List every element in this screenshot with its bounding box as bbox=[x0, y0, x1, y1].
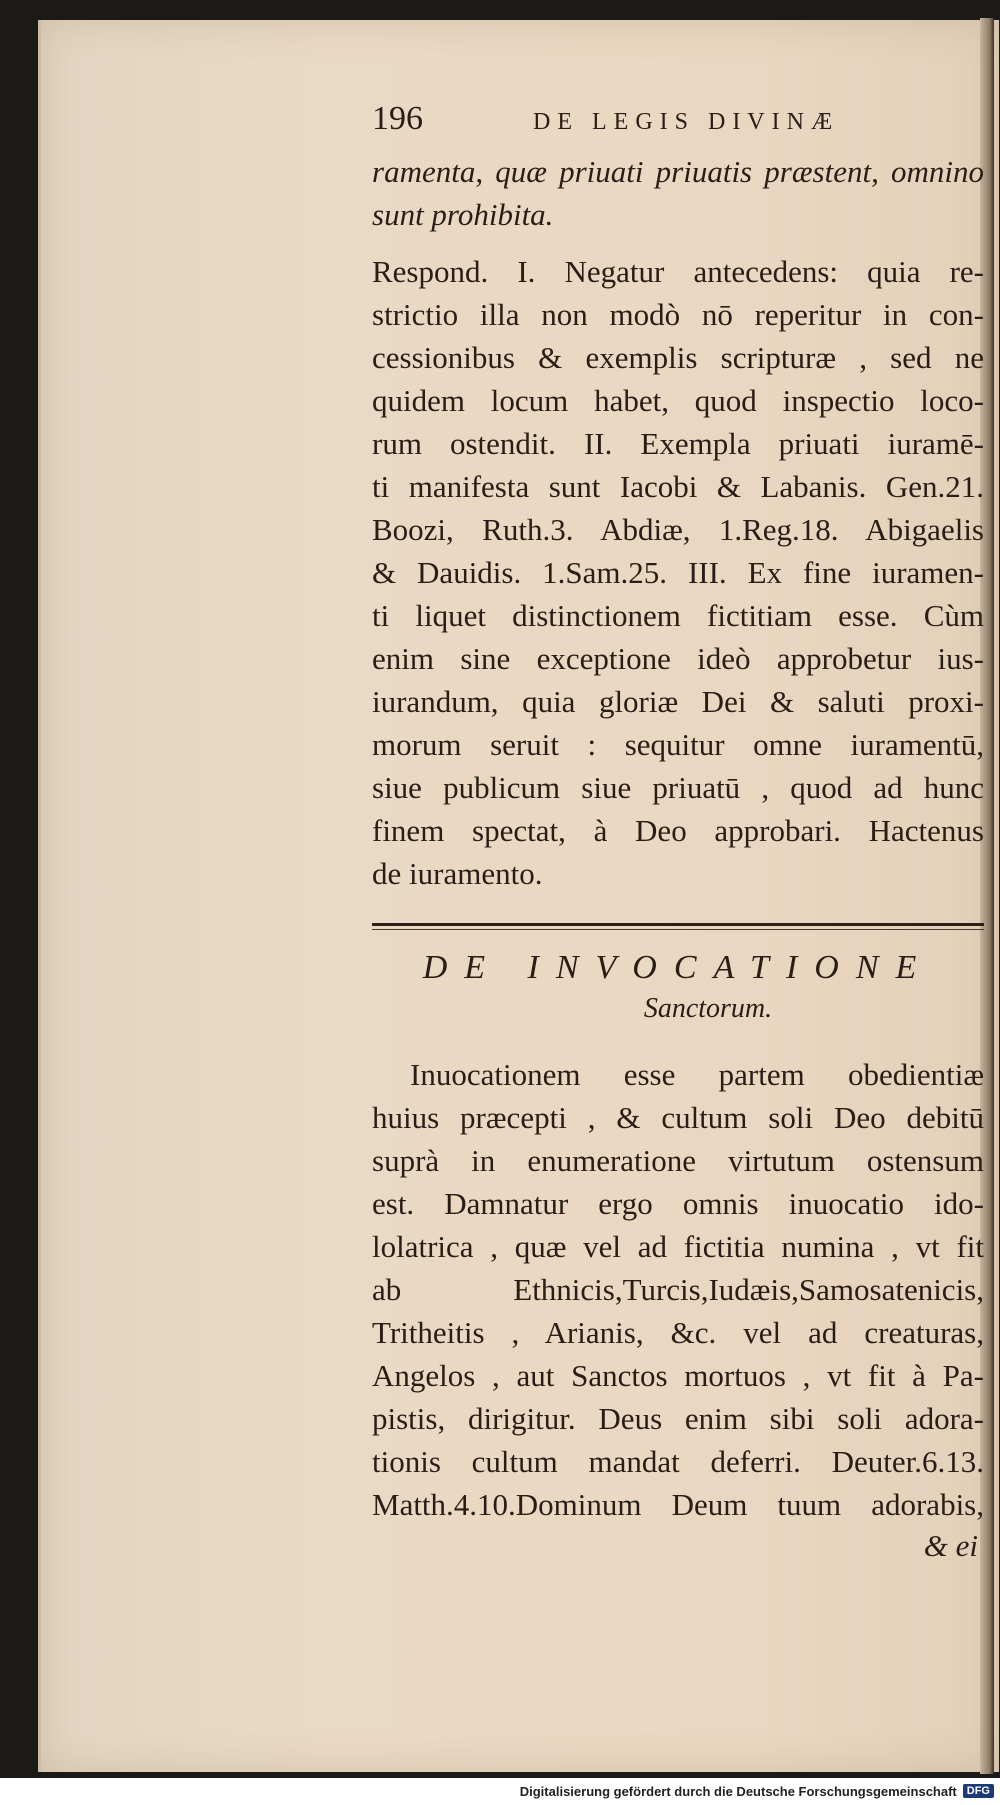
text-line: ti manifesta sunt Iacobi & Labanis. Gen.21. bbox=[372, 469, 984, 504]
text-line: suprà in enumeratione virtutum ostensum bbox=[372, 1143, 984, 1178]
section-title: DE INVOCATIONE bbox=[422, 949, 934, 986]
text-line: tionis cultum mandat deferri. Deuter.6.13. bbox=[372, 1444, 984, 1479]
section-subtitle: Sanctorum. bbox=[643, 993, 773, 1024]
paragraph-respond bbox=[372, 250, 984, 895]
text-line: ti liquet distinctionem fictitiam esse. Cùm bbox=[372, 598, 984, 633]
text-line: rum ostendit. II. Exempla priuati iuramē- bbox=[372, 426, 984, 461]
paragraph-continuation bbox=[372, 150, 984, 236]
text-block bbox=[372, 100, 984, 1566]
text-line: Boozi, Ruth.3. Abdiæ, 1.Reg.18. Abigaelis bbox=[372, 512, 984, 547]
text-line: ramenta, quæ priuati priuatis præstent, omnino bbox=[372, 154, 984, 189]
text-line: iurandum, quia gloriæ Dei & saluti proxi- bbox=[372, 684, 984, 719]
text-line: enim sine exceptione ideò approbetur ius- bbox=[372, 641, 984, 676]
text-line: Tritheitis , Arianis, &c. vel ad creaturas, bbox=[372, 1315, 984, 1350]
text-line: huius præcepti , & cultum soli Deo debitū bbox=[372, 1100, 984, 1135]
text-line: Angelos , aut Sanctos mortuos , vt fit à Pa- bbox=[372, 1358, 984, 1393]
text-line: lolatrica , quæ vel ad fictitia numina , vt fit bbox=[372, 1229, 984, 1264]
text-line: Inuocationem esse partem obedientiæ bbox=[410, 1057, 984, 1092]
text-line: finem spectat, à Deo approbari. Hactenus bbox=[372, 813, 984, 848]
section-rule bbox=[372, 921, 984, 937]
text-line: pistis, dirigitur. Deus enim sibi soli adora- bbox=[372, 1401, 984, 1436]
text-line: est. Damnatur ergo omnis inuocatio ido- bbox=[372, 1186, 984, 1221]
catchword: & ei bbox=[923, 1528, 978, 1563]
page-number: 196 bbox=[372, 100, 423, 137]
text-line: sunt prohibita. bbox=[372, 197, 554, 232]
text-line: morum seruit : sequitur omne iuramentū, bbox=[372, 727, 984, 762]
text-line: quidem locum habet, quod inspectio loco- bbox=[372, 383, 984, 418]
text-line: Respond. I. Negatur antecedens: quia re- bbox=[372, 254, 984, 289]
running-head-title: DE LEGIS DIVINÆ bbox=[533, 109, 840, 135]
text-line: siue publicum siue priuatū , quod ad hunc bbox=[372, 770, 984, 805]
dfg-logo: DFG bbox=[963, 1784, 994, 1798]
digitization-footer bbox=[520, 1782, 994, 1800]
text-line: de iuramento. bbox=[372, 856, 543, 891]
text-line: strictio illa non modò nō reperitur in con- bbox=[372, 297, 984, 332]
paragraph-invocation bbox=[372, 1053, 984, 1526]
text-line: Matth.4.10.Dominum Deum tuum adorabis, bbox=[372, 1487, 984, 1522]
text-line: cessionibus & exemplis scripturæ , sed ne bbox=[372, 340, 984, 375]
footer-credit: Digitalisierung gefördert durch die Deutsche Forschungsgemeinschaft bbox=[519, 1783, 957, 1799]
text-line: ab Ethnicis,Turcis,Iudæis,Samosatenicis, bbox=[372, 1272, 984, 1307]
running-head bbox=[372, 100, 984, 150]
text-line: & Dauidis. 1.Sam.25. III. Ex fine iuramen- bbox=[372, 555, 984, 590]
